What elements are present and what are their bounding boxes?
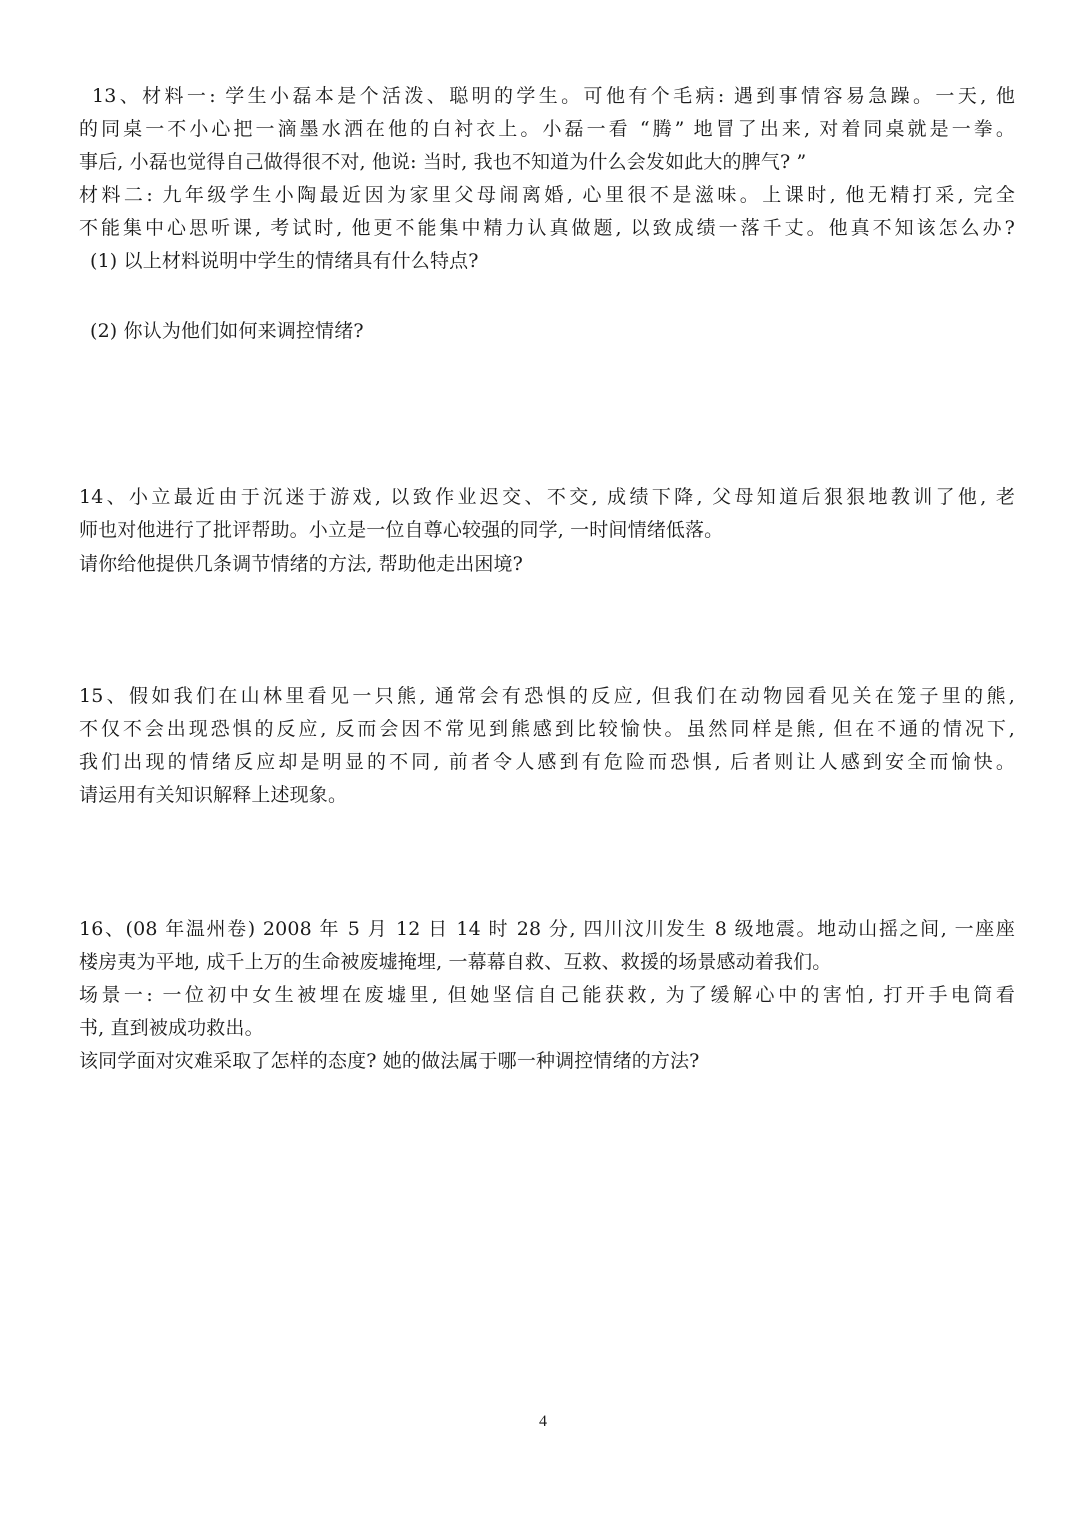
q13-line-3: 事后, 小磊也觉得自己做得很不对, 他说: 当时, 我也不知道为什么会发如此大的脾气? ” (79, 151, 807, 173)
q15-line-1: 15、假如我们在山林里看见一只熊, 通常会有恐惧的反应, 但我们在动物园看见关在笼子里的熊, (79, 685, 1015, 707)
q14-line-3: 请你给他提供几条调节情绪的方法, 帮助他走出困境? (79, 553, 524, 575)
q13-line-2: 的同桌一不小心把一滴墨水洒在他的白衬衣上。小磊一看 “腾” 地冒了出来, 对着同桌就是一拳。 (79, 118, 1015, 140)
q16-line-2: 楼房夷为平地, 成千上万的生命被废墟掩埋, 一幕幕自救、互救、救援的场景感动着我们。 (79, 951, 832, 973)
q15-line-3: 我们出现的情绪反应却是明显的不同, 前者令人感到有危险而恐惧, 后者则让人感到安全而愉快。 (79, 751, 1015, 773)
page-number: 4 (539, 1413, 547, 1430)
q15-line-4: 请运用有关知识解释上述现象。 (79, 784, 348, 806)
q13-subquestion-2: (2) 你认为他们如何来调控情绪? (90, 320, 364, 342)
q14-line-2: 师也对他进行了批评帮助。小立是一位自尊心较强的同学, 一时间情绪低落。 (79, 519, 724, 541)
q16-line-5: 该同学面对灾难采取了怎样的态度? 她的做法属于哪一种调控情绪的方法? (79, 1050, 700, 1072)
q13-line-5: 不能集中心思听课, 考试时, 他更不能集中精力认真做题, 以致成绩一落千丈。他真不知该怎么办? (79, 217, 1015, 239)
q13-line-4: 材料二: 九年级学生小陶最近因为家里父母闹离婚, 心里很不是滋味。上课时, 他无精打采, 完全 (79, 184, 1015, 206)
q14-line-1: 14、小立最近由于沉迷于游戏, 以致作业迟交、不交, 成绩下降, 父母知道后狠狠地教训了他, 老 (79, 486, 1015, 508)
q13-line-1: 13、材料一: 学生小磊本是个活泼、聪明的学生。可他有个毛病: 遇到事情容易急躁。一天, 他 (92, 85, 1015, 107)
q16-line-3: 场景一: 一位初中女生被埋在废墟里, 但她坚信自己能获救, 为了缓解心中的害怕, 打开手电筒看 (79, 984, 1015, 1006)
q16-line-1: 16、(08 年温州卷) 2008 年 5 月 12 日 14 时 28 分, 四川汶川发生 8 级地震。地动山摇之间, 一座座 (79, 918, 1015, 940)
q15-line-2: 不仅不会出现恐惧的反应, 反而会因不常见到熊感到比较愉快。虽然同样是熊, 但在不通的情况下, (79, 718, 1015, 740)
q13-subquestion-1: (1) 以上材料说明中学生的情绪具有什么特点? (90, 250, 479, 272)
q16-line-4: 书, 直到被成功救出。 (79, 1017, 264, 1039)
